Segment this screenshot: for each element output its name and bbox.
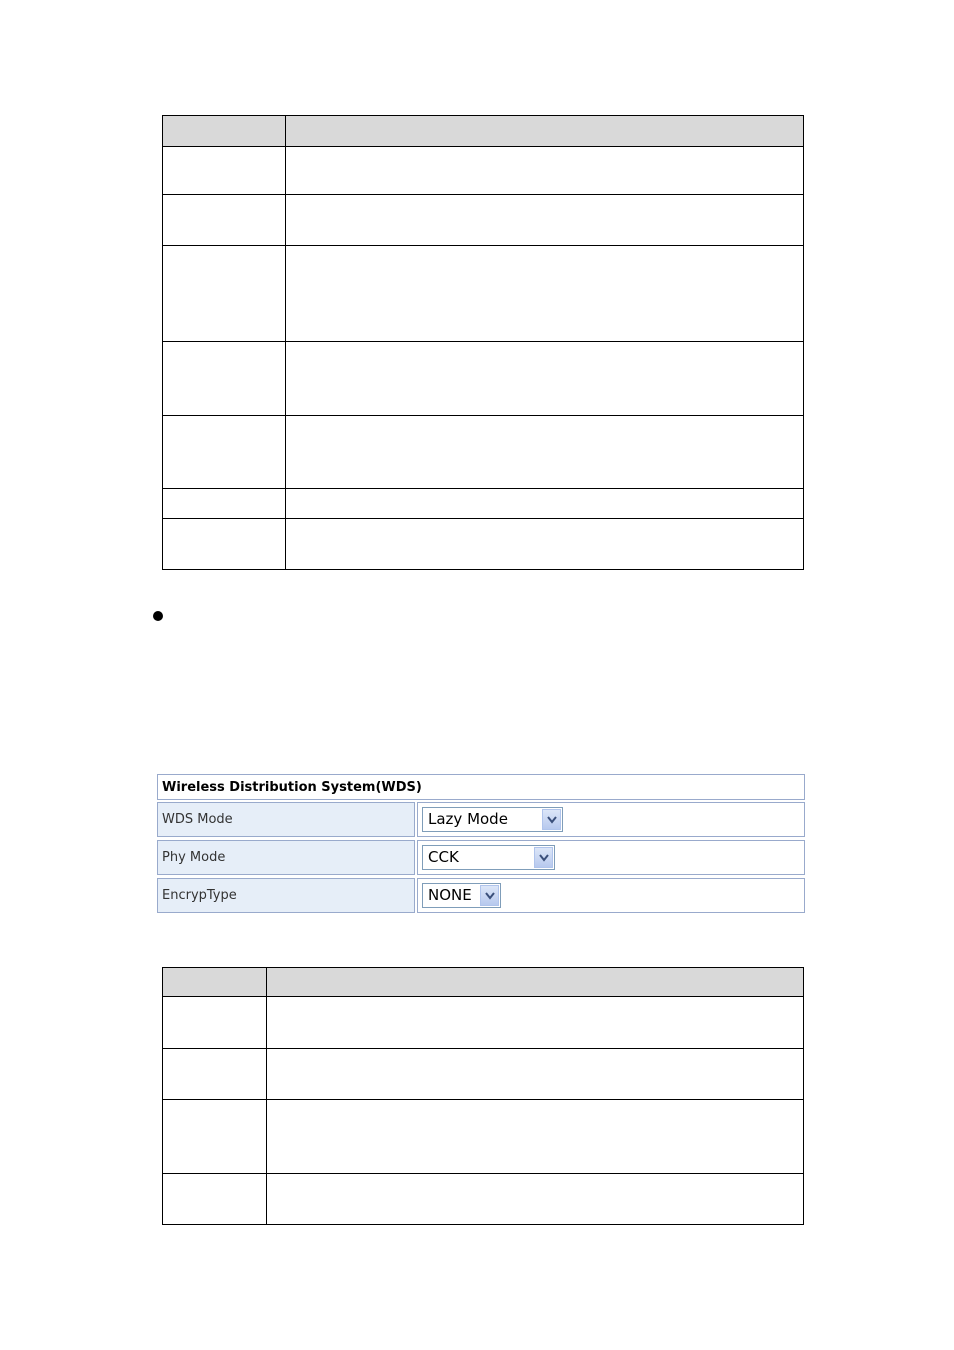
encryp-type-row: [157, 878, 805, 913]
table-row: [163, 416, 804, 489]
phy-mode-selected-value: CCK: [428, 848, 459, 866]
table-row: [163, 195, 804, 246]
bullet-point: [153, 611, 163, 621]
encryp-type-label: EncrypType: [157, 878, 415, 913]
wds-mode-label: WDS Mode: [157, 802, 415, 837]
wds-settings-panel: [157, 774, 805, 913]
encryp-type-select[interactable]: [422, 883, 501, 908]
chevron-down-icon[interactable]: [542, 809, 561, 830]
table-row: [163, 1100, 804, 1174]
phy-mode-label: Phy Mode: [157, 840, 415, 875]
table-row: [163, 342, 804, 416]
wds-mode-row: [157, 802, 805, 837]
description-table-2: [162, 967, 804, 1225]
phy-mode-select[interactable]: [422, 845, 555, 870]
phy-mode-row: [157, 840, 805, 875]
table-header-row: [163, 116, 804, 147]
table-row: [163, 997, 804, 1049]
table-row: [163, 246, 804, 342]
table-header-row: [163, 968, 804, 997]
table-row: [163, 1174, 804, 1225]
table-row: [163, 489, 804, 519]
wds-mode-selected-value: Lazy Mode: [428, 810, 508, 828]
chevron-down-icon[interactable]: [480, 885, 499, 906]
table-row: [163, 519, 804, 570]
encryp-type-selected-value: NONE: [428, 886, 472, 904]
description-table-1: [162, 115, 804, 570]
table-row: [163, 1049, 804, 1100]
chevron-down-icon[interactable]: [534, 847, 553, 868]
table-row: [163, 147, 804, 195]
wds-panel-title: Wireless Distribution System(WDS): [157, 774, 805, 800]
wds-mode-select[interactable]: [422, 807, 563, 832]
